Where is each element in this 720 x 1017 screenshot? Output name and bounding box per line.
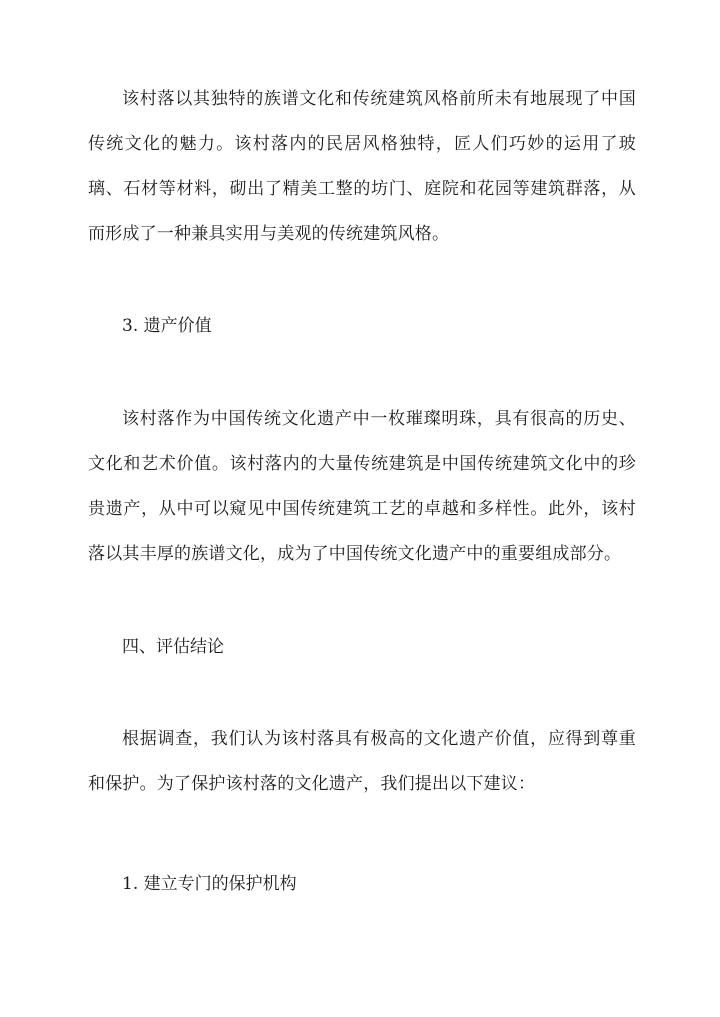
- section-heading-evaluation-conclusion: 四、评估结论: [122, 637, 224, 657]
- section-heading-heritage-value: 3. 遗产价值: [122, 316, 212, 336]
- paragraph-conclusion: 根据调查，我们认为该村落具有极高的文化遗产价值，应得到尊重和保护。为了保护该村落的文化遗产，我们提出以下建议：: [88, 729, 636, 794]
- paragraph-architecture-style: 该村落以其独特的族谱文化和传统建筑风格前所未有地展现了中国传统文化的魅力。该村落内的民居风格独特，匠人们巧妙的运用了玻璃、石材等材料，砌出了精美工整的坊门、庭院和花园等建筑群落，从而形成了一种兼具实用与美观的传统建筑风格。: [88, 89, 636, 244]
- recommendation-heading-1: 1. 建立专门的保护机构: [122, 874, 297, 894]
- paragraph-heritage-value: 该村落作为中国传统文化遗产中一枚璀璨明珠，具有很高的历史、文化和艺术价值。该村落内的大量传统建筑是中国传统建筑文化中的珍贵遗产，从中可以窥见中国传统建筑工艺的卓越和多样性。此外，该村落以其丰厚的族谱文化，成为了中国传统文化遗产中的重要组成部分。: [88, 409, 636, 564]
